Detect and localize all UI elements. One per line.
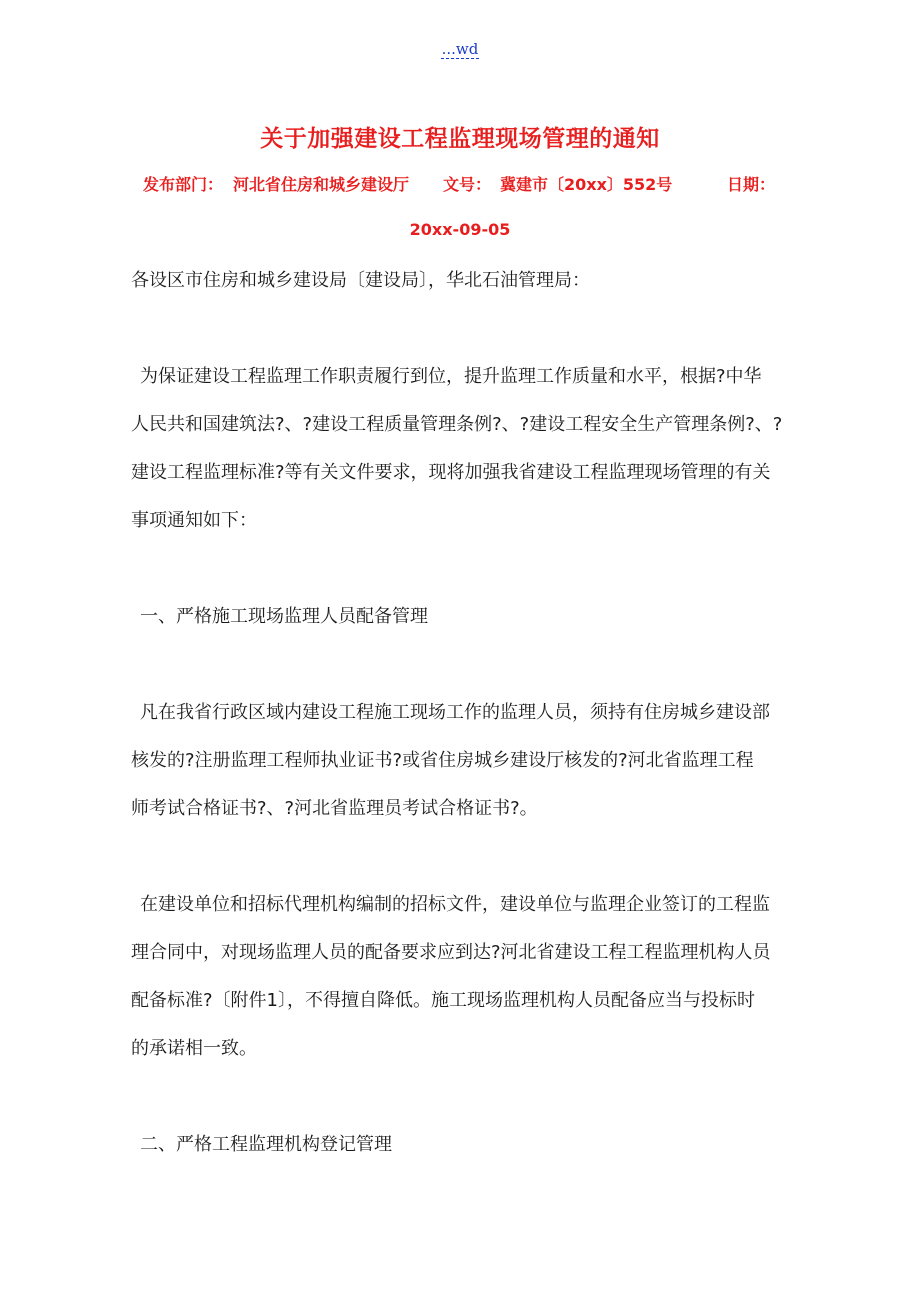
department-label: 发布部门： xyxy=(143,175,224,194)
intro-line: 人民共和国建筑法?、?建设工程质量管理条例?、?建设工程安全生产管理条例?、? xyxy=(131,414,783,435)
running-header-text: ...wd xyxy=(441,40,479,58)
intro-line: 事项通知如下： xyxy=(131,510,257,531)
section1-para1-line: 师考试合格证书?、?河北省监理员考试合格证书?。 xyxy=(131,798,538,819)
section-heading-2: 二、严格工程监理机构登记管理 xyxy=(140,1134,392,1155)
intro-line: 为保证建设工程监理工作职责履行到位，提升监理工作质量和水平，根据?中华 xyxy=(140,366,762,387)
date-value: 20xx-09-05 xyxy=(409,220,511,239)
document-meta xyxy=(143,172,783,198)
section-heading-1: 一、严格施工现场监理人员配备管理 xyxy=(140,606,428,627)
section1-para2-line: 的承诺相一致。 xyxy=(131,1038,257,1059)
section1-para2-line: 配备标准?〔附件1〕，不得擅自降低。施工现场监理机构人员配备应当与投标时 xyxy=(131,990,756,1011)
document-title: 关于加强建设工程监理现场管理的通知 xyxy=(260,126,660,152)
section1-para2-line: 理合同中，对现场监理人员的配备要求应到达?河北省建设工程工程监理机构人员 xyxy=(131,942,771,963)
docno-value: 冀建市〔20xx〕552号 xyxy=(500,175,673,194)
date-label: 日期： xyxy=(727,175,776,194)
section1-para1-line: 核发的?注册监理工程师执业证书?或省住房城乡建设厅核发的?河北省监理工程 xyxy=(131,750,754,771)
department-value: 河北省住房和城乡建设厅 xyxy=(233,175,410,194)
section1-para1-line: 凡在我省行政区域内建设工程施工现场工作的监理人员，须持有住房城乡建设部 xyxy=(140,702,770,723)
running-header xyxy=(0,40,920,58)
docno-label: 文号： xyxy=(443,175,492,194)
section1-para2-line: 在建设单位和招标代理机构编制的招标文件，建设单位与监理企业签订的工程监 xyxy=(140,894,770,915)
salutation: 各设区市住房和城乡建设局〔建设局〕，华北石油管理局： xyxy=(131,270,590,291)
intro-line: 建设工程监理标准?等有关文件要求，现将加强我省建设工程监理现场管理的有关 xyxy=(131,462,771,483)
